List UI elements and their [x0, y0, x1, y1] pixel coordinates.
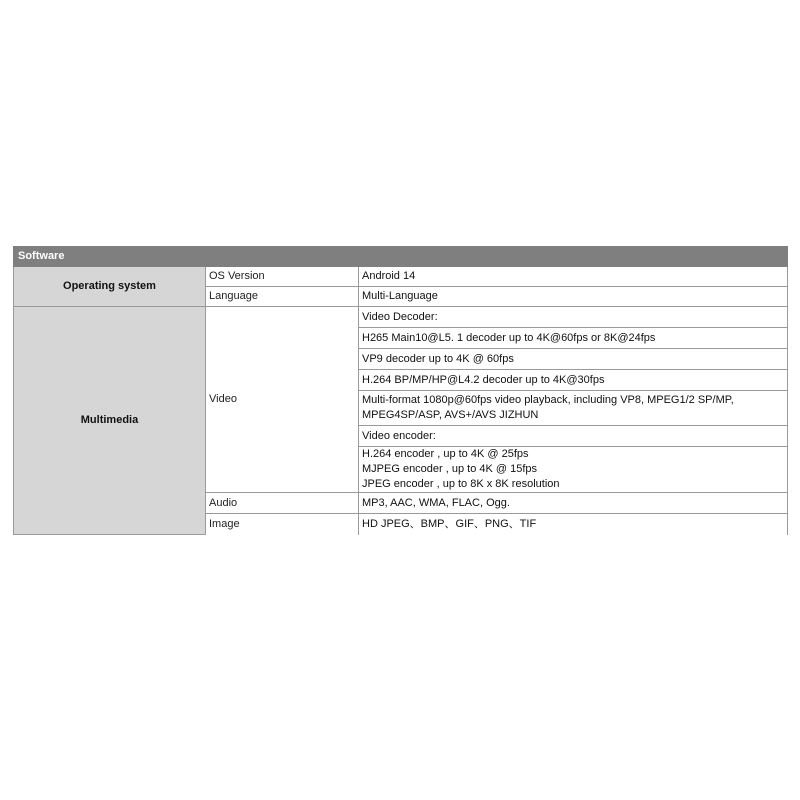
row-value: MP3, AAC, WMA, FLAC, Ogg. [359, 493, 788, 514]
row-value: Video Decoder: [359, 307, 788, 328]
row-label: Audio [206, 493, 359, 514]
row-label: Language [206, 287, 359, 307]
row-value: HD JPEG、BMP、GIF、PNG、TIF [359, 514, 788, 535]
encoder-line: MJPEG encoder , up to 4K @ 15fps [362, 463, 538, 475]
row-label: Image [206, 514, 359, 535]
category-multimedia: Multimedia [14, 307, 206, 535]
table-row [14, 267, 788, 287]
table-header-row [14, 247, 788, 267]
software-spec-table [13, 246, 788, 535]
encoder-line: JPEG encoder , up to 8K x 8K resolution [362, 478, 560, 490]
row-value: Multi-Language [359, 287, 788, 307]
row-value: Multi-format 1080p@60fps video playback, including VP8, MPEG1/2 SP/MP, MPEG4SP/ASP, AVS+/AVS JIZHUN [359, 391, 788, 426]
row-value: VP9 decoder up to 4K @ 60fps [359, 349, 788, 370]
row-value: H265 Main10@L5. 1 decoder up to 4K@60fps or 8K@24fps [359, 328, 788, 349]
row-value: Video encoder: [359, 426, 788, 447]
row-value: Android 14 [359, 267, 788, 287]
row-label-video: Video [206, 307, 359, 493]
encoder-line: H.264 encoder , up to 4K @ 25fps [362, 448, 529, 460]
encoder-list [359, 447, 788, 493]
section-title: Software [14, 247, 788, 267]
row-label: OS Version [206, 267, 359, 287]
row-value: H.264 BP/MP/HP@L4.2 decoder up to 4K@30fps [359, 370, 788, 391]
category-operating-system: Operating system [14, 267, 206, 307]
table-row [14, 307, 788, 328]
